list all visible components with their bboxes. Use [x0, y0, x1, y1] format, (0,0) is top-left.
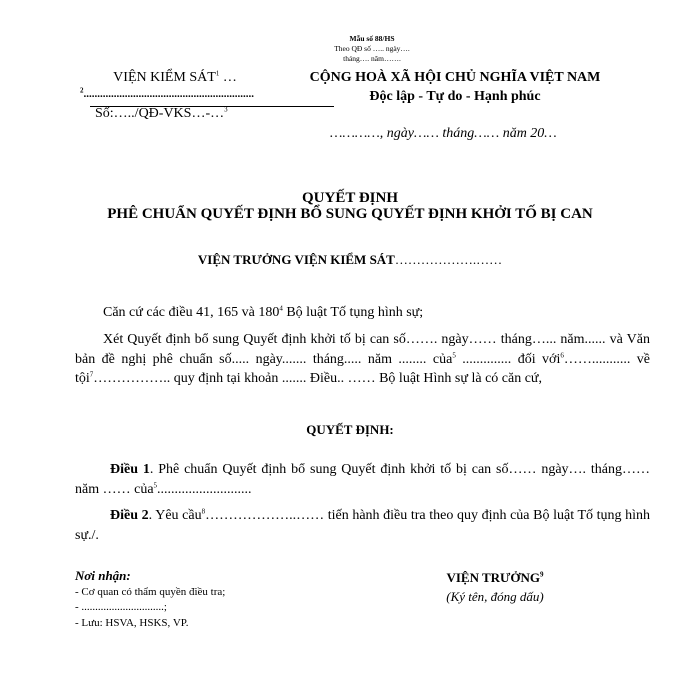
footnote-9: 9	[540, 570, 544, 579]
footnote-7: 7	[89, 370, 94, 379]
consideration-paragraph	[75, 330, 650, 389]
decision-heading: QUYẾT ĐỊNH:	[306, 422, 394, 437]
legal-basis	[75, 303, 650, 323]
footnote-5b: 5	[153, 480, 158, 489]
consideration-d: …………….. quy định tại khoản ....... Điều.. …… Bộ luật Hình sự là có căn cứ,	[93, 371, 543, 386]
footnote-4: 4	[279, 304, 283, 313]
director-heading	[0, 252, 700, 268]
director-heading-dots: ……………….……	[394, 252, 503, 267]
director-heading-text: VIỆN TRƯỞNG VIỆN KIỂM SÁT	[197, 252, 395, 267]
article-2-text-b: ………………..…… tiến hành điều tra theo quy định của Bộ luật Tố tụng hình sự./.	[75, 508, 651, 543]
agency-subline	[80, 88, 254, 100]
legal-basis-b: Bộ luật Tố tụng hình sự;	[282, 305, 424, 320]
signature-note: (Ký tên, đóng dấu)	[446, 589, 544, 604]
article-1-text: . Phê chuẩn Quyết định bổ sung Quyết định khởi tố bị can số…… ngày…. tháng…… năm …… của	[75, 462, 650, 497]
footnote-2: 2	[80, 86, 84, 95]
consideration-b: .............. đối với	[455, 351, 561, 367]
footnote-3: 3	[224, 105, 228, 114]
article-1-label: Điều 1	[110, 462, 150, 477]
place-date: …………, ngày…… tháng…… năm 20…	[330, 126, 557, 141]
recipients-title: Nơi nhận:	[75, 568, 131, 583]
national-motto: Độc lập - Tự do - Hạnh phúc	[369, 89, 541, 104]
agency-tail: …	[219, 70, 237, 85]
recipient-item: - Lưu: HSVA, HSKS, VP.	[75, 617, 189, 629]
document-number	[95, 106, 228, 122]
signer-title	[395, 570, 595, 586]
recipient-item: - Cơ quan có thẩm quyền điều tra;	[75, 586, 226, 598]
footnote-8: 8	[201, 507, 206, 516]
consideration-a: Xét Quyết định bổ sung Quyết định khởi tố bị can số……. ngày…… tháng…... năm...... và Văn bản đề nghị phê chuẩn số..... ngày....... tháng..... năm ........ của	[75, 332, 650, 367]
document-title: QUYẾT ĐỊNH	[302, 190, 398, 206]
national-title: CỘNG HOÀ XÃ HỘI CHỦ NGHĨA VIỆT NAM	[309, 70, 601, 85]
agency-name	[75, 70, 275, 86]
article-2-label: Điều 2	[110, 508, 149, 523]
footnote-5: 5	[452, 350, 456, 359]
consideration-c: ……........... về tội	[75, 351, 651, 386]
footnote-6: 6	[560, 350, 564, 359]
document-number-text: Số:…../QĐ-VKS…-…	[95, 106, 225, 121]
document-subtitle: PHÊ CHUẨN QUYẾT ĐỊNH BỔ SUNG QUYẾT ĐỊNH KHỞI TỐ BỊ CAN	[107, 206, 593, 222]
footnote-1: 1	[215, 69, 220, 78]
article-1	[75, 460, 650, 499]
agency-subline-dots: ..............................................................	[83, 88, 254, 100]
signer-title-text: VIỆN TRƯỞNG	[446, 570, 541, 585]
form-decision-ref: Theo QĐ số ….. ngày….	[334, 44, 410, 53]
form-decision-date: tháng…. năm…….	[343, 54, 401, 63]
article-2-text-a: . Yêu cầu	[148, 508, 202, 523]
article-1-dots: ...........................	[157, 481, 252, 497]
agency-label: VIỆN KIỂM SÁT	[113, 70, 216, 85]
recipient-item: - ..............................;	[75, 601, 167, 613]
form-number: Mẫu số 88/HS	[349, 34, 395, 43]
legal-basis-a: Căn cứ các điều 41, 165 và 180	[103, 305, 280, 320]
article-2	[75, 506, 650, 545]
